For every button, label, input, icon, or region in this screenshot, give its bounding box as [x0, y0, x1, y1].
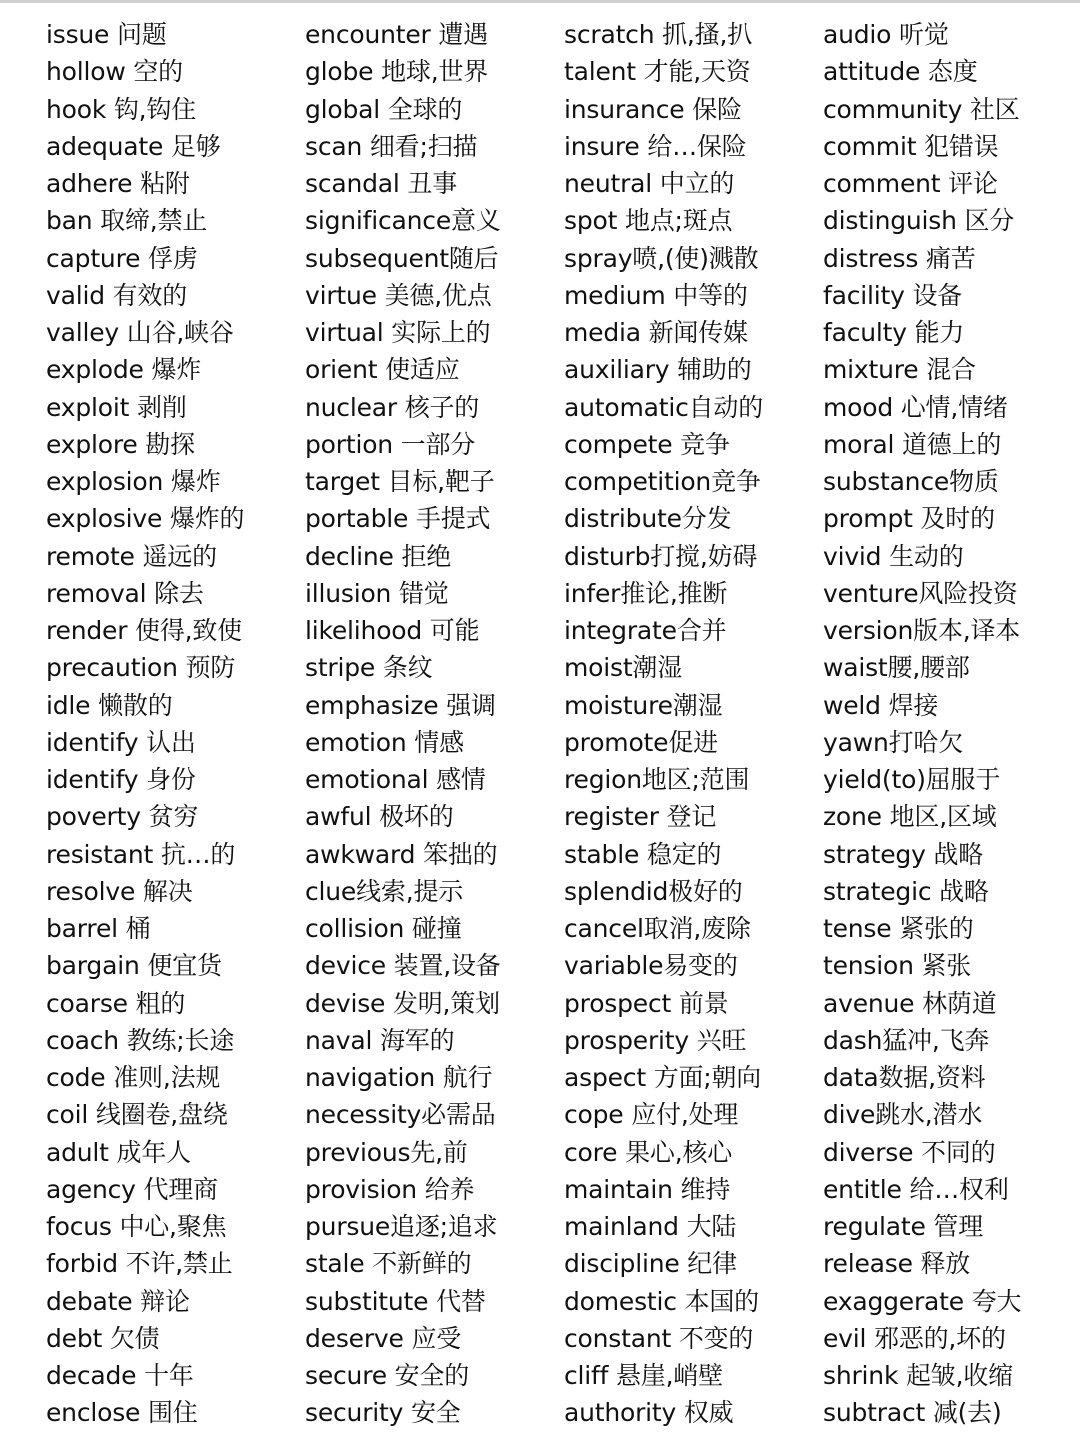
- vocab-entry: yield(to)屈服于: [823, 765, 1001, 794]
- vocab-entry: bargain 便宜货: [46, 951, 222, 981]
- top-divider: [0, 0, 1080, 3]
- vocab-entry: significance意义: [305, 206, 501, 236]
- vocab-entry: globe 地球,世界: [305, 57, 489, 87]
- vocab-entry: substitute 代替: [305, 1286, 486, 1316]
- vocab-entry: removal 除去: [46, 578, 204, 608]
- vocab-entry: code 准则,法规: [46, 1063, 221, 1092]
- vocab-entry: secure 安全的: [305, 1361, 470, 1390]
- vocab-entry: splendid极好的: [564, 876, 743, 906]
- vocab-entry: disturb打搅,妨碍: [564, 541, 758, 571]
- vocabulary-sheet: [0, 16, 1080, 1428]
- vocab-entry: venture风险投资: [823, 578, 1018, 608]
- vocab-entry: facility 设备: [823, 280, 963, 310]
- vocab-entry: global 全球的: [305, 94, 463, 124]
- vocab-entry: collision 碰撞: [305, 914, 462, 943]
- vocab-entry: faculty 能力: [823, 318, 965, 347]
- vocab-entry: distress 痛苦: [823, 243, 976, 273]
- vocab-entry: medium 中等的: [564, 280, 748, 310]
- vocab-entry: insure 给…保险: [564, 131, 747, 161]
- vocab-entry: valley 山谷,峡谷: [46, 318, 234, 347]
- vocab-entry: vivid 生动的: [823, 541, 964, 571]
- vocab-entry: spot 地点;斑点: [564, 206, 733, 236]
- vocab-entry: strategic 战略: [823, 876, 989, 906]
- vocab-entry: security 安全: [305, 1398, 461, 1428]
- vocabulary-column-3: [564, 16, 822, 1432]
- vocab-entry: tension 紧张: [823, 951, 972, 981]
- vocab-entry: nuclear 核子的: [305, 392, 480, 422]
- vocab-entry: region地区;范围: [564, 765, 750, 794]
- vocab-entry: prospect 前景: [564, 988, 729, 1018]
- vocab-entry: scandal 丑事: [305, 169, 458, 198]
- vocab-entry: yawn打哈欠: [823, 727, 964, 757]
- vocab-entry: decline 拒绝: [305, 541, 452, 571]
- vocab-entry: promote促进: [564, 727, 718, 757]
- vocab-entry: release 释放: [823, 1249, 971, 1279]
- vocab-entry: precaution 预防: [46, 653, 236, 683]
- vocab-entry: domestic 本国的: [564, 1286, 759, 1316]
- vocab-entry: regulate 管理: [823, 1212, 984, 1241]
- vocab-entry: provision 给养: [305, 1174, 475, 1204]
- vocab-entry: mood 心情,情绪: [823, 392, 1008, 422]
- vocab-entry: portion 一部分: [305, 429, 476, 459]
- vocab-entry: emotion 情感: [305, 727, 464, 757]
- vocab-entry: commit 犯错误: [823, 131, 999, 161]
- vocab-entry: coach 教练;长途: [46, 1025, 235, 1055]
- vocab-entry: device 装置,设备: [305, 951, 501, 981]
- vocab-entry: explore 勘探: [46, 429, 195, 459]
- vocab-entry: entitle 给…权利: [823, 1174, 1009, 1204]
- vocab-entry: dash猛冲,飞奔: [823, 1025, 990, 1055]
- vocab-entry: likelihood 可能: [305, 616, 480, 645]
- vocab-entry: awkward 笨拙的: [305, 839, 498, 869]
- vocabulary-column-4: [823, 16, 1080, 1432]
- vocabulary-column-2: [305, 16, 563, 1432]
- vocab-entry: hook 钩,钩住: [46, 94, 197, 124]
- vocab-entry: idle 懒散的: [46, 690, 173, 720]
- vocab-entry: authority 权威: [564, 1398, 734, 1428]
- vocab-entry: previous先,前: [305, 1137, 468, 1167]
- vocab-entry: avenue 林荫道: [823, 988, 997, 1018]
- vocab-entry: infer推论,推断: [564, 578, 728, 608]
- vocab-entry: mixture 混合: [823, 355, 976, 385]
- vocab-entry: coarse 粗的: [46, 988, 186, 1018]
- vocab-entry: spray喷,(使)溅散: [564, 243, 759, 273]
- vocab-entry: stale 不新鲜的: [305, 1249, 472, 1279]
- vocab-entry: barrel 桶: [46, 914, 151, 943]
- vocab-entry: subsequent随后: [305, 243, 499, 273]
- vocab-entry: integrate合并: [564, 616, 727, 645]
- vocab-entry: prosperity 兴旺: [564, 1025, 747, 1055]
- vocab-entry: clue线索,提示: [305, 876, 464, 906]
- vocab-entry: comment 评论: [823, 169, 998, 198]
- vocab-entry: exploit 剥削: [46, 392, 187, 422]
- vocab-entry: stripe 条纹: [305, 653, 433, 683]
- vocab-entry: exaggerate 夸大: [823, 1286, 1022, 1316]
- vocab-entry: strategy 战略: [823, 839, 984, 869]
- vocab-entry: distinguish 区分: [823, 206, 1015, 236]
- vocab-entry: render 使得,致使: [46, 616, 242, 645]
- vocab-entry: forbid 不许,禁止: [46, 1249, 233, 1279]
- vocab-entry: moist潮湿: [564, 653, 683, 683]
- vocab-entry: orient 使适应: [305, 355, 460, 385]
- vocab-entry: media 新闻传媒: [564, 318, 748, 347]
- vocab-entry: focus 中心,聚焦: [46, 1212, 227, 1241]
- vocab-entry: virtue 美德,优点: [305, 280, 492, 310]
- vocab-entry: register 登记: [564, 802, 717, 832]
- vocab-entry: hollow 空的: [46, 57, 183, 87]
- vocab-entry: adhere 粘附: [46, 169, 190, 198]
- vocab-entry: coil 线圈卷,盘绕: [46, 1100, 228, 1130]
- vocab-entry: explosive 爆炸的: [46, 504, 245, 534]
- vocab-entry: navigation 航行: [305, 1063, 493, 1092]
- vocab-entry: poverty 贫穷: [46, 802, 199, 832]
- vocab-entry: debate 辩论: [46, 1286, 190, 1316]
- vocab-entry: constant 不变的: [564, 1323, 754, 1353]
- vocab-entry: variable易变的: [564, 951, 738, 981]
- vocab-entry: mainland 大陆: [564, 1212, 737, 1241]
- vocab-entry: remote 遥远的: [46, 541, 217, 571]
- vocab-entry: decade 十年: [46, 1361, 194, 1390]
- vocab-entry: illusion 错觉: [305, 578, 449, 608]
- vocab-entry: identify 认出: [46, 727, 196, 757]
- vocab-entry: substance物质: [823, 467, 999, 496]
- vocab-entry: resolve 解决: [46, 876, 193, 906]
- vocab-entry: identify 身份: [46, 765, 196, 794]
- vocab-entry: encounter 遭遇: [305, 20, 488, 49]
- vocab-entry: resistant 抗…的: [46, 839, 236, 869]
- vocab-entry: discipline 纪律: [564, 1249, 737, 1279]
- vocabulary-column-1: [46, 16, 304, 1432]
- vocab-entry: agency 代理商: [46, 1174, 218, 1204]
- vocab-entry: automatic自动的: [564, 392, 764, 422]
- vocab-entry: attitude 态度: [823, 57, 978, 87]
- vocab-entry: neutral 中立的: [564, 169, 735, 198]
- vocab-entry: adequate 足够: [46, 131, 221, 161]
- vocab-entry: data数据,资料: [823, 1063, 986, 1092]
- vocab-entry: competition竞争: [564, 467, 761, 496]
- vocab-entry: moisture潮湿: [564, 690, 723, 720]
- vocab-entry: stable 稳定的: [564, 839, 722, 869]
- vocab-entry: talent 才能,天资: [564, 57, 751, 87]
- vocab-entry: necessity必需品: [305, 1100, 496, 1130]
- vocab-entry: prompt 及时的: [823, 504, 995, 534]
- vocab-entry: valid 有效的: [46, 280, 188, 310]
- vocab-entry: portable 手提式: [305, 504, 491, 534]
- vocab-entry: ban 取缔,禁止: [46, 206, 208, 236]
- vocab-entry: insurance 保险: [564, 94, 742, 124]
- vocab-entry: moral 道德上的: [823, 429, 1002, 459]
- vocab-entry: scan 细看;扫描: [305, 131, 478, 161]
- vocab-entry: shrink 起皱,收缩: [823, 1361, 1013, 1390]
- vocab-entry: evil 邪恶的,坏的: [823, 1323, 1006, 1353]
- vocab-entry: deserve 应受: [305, 1323, 462, 1353]
- vocab-entry: compete 竞争: [564, 429, 730, 459]
- vocab-entry: core 果心,核心: [564, 1137, 733, 1167]
- vocab-entry: explode 爆炸: [46, 355, 202, 385]
- vocab-entry: virtual 实际上的: [305, 318, 491, 347]
- vocab-entry: maintain 维持: [564, 1174, 731, 1204]
- vocab-entry: distribute分发: [564, 504, 732, 534]
- vocab-entry: pursue追逐;追求: [305, 1212, 498, 1241]
- vocab-entry: zone 地区,区域: [823, 802, 997, 832]
- vocab-entry: debt 欠债: [46, 1323, 160, 1353]
- vocab-entry: weld 焊接: [823, 690, 939, 720]
- vocab-entry: cancel取消,废除: [564, 914, 751, 943]
- vocab-entry: issue 问题: [46, 20, 167, 49]
- vocab-entry: waist腰,腰部: [823, 653, 970, 683]
- vocab-entry: tense 紧张的: [823, 914, 974, 943]
- vocab-entry: audio 听觉: [823, 20, 949, 49]
- vocab-entry: devise 发明,策划: [305, 988, 500, 1018]
- vocab-entry: emphasize 强调: [305, 690, 496, 720]
- vocab-entry: scratch 抓,搔,扒: [564, 20, 753, 49]
- vocab-entry: emotional 感情: [305, 765, 486, 794]
- vocab-entry: enclose 围住: [46, 1398, 198, 1428]
- vocab-entry: awful 极坏的: [305, 802, 454, 832]
- vocab-entry: version版本,译本: [823, 616, 1021, 645]
- vocab-entry: community 社区: [823, 94, 1020, 124]
- vocab-entry: capture 俘虏: [46, 243, 198, 273]
- vocab-entry: adult 成年人: [46, 1137, 191, 1167]
- vocab-entry: aspect 方面;朝向: [564, 1063, 762, 1092]
- vocab-entry: cliff 悬崖,峭壁: [564, 1361, 723, 1390]
- vocab-entry: cope 应付,处理: [564, 1100, 739, 1130]
- vocab-entry: subtract 减(去): [823, 1398, 1002, 1428]
- vocab-entry: dive跳水,潜水: [823, 1100, 983, 1130]
- vocab-entry: target 目标,靶子: [305, 467, 495, 496]
- vocab-entry: explosion 爆炸: [46, 467, 221, 496]
- vocab-entry: auxiliary 辅助的: [564, 355, 752, 385]
- vocab-entry: diverse 不同的: [823, 1137, 996, 1167]
- vocab-entry: naval 海军的: [305, 1025, 455, 1055]
